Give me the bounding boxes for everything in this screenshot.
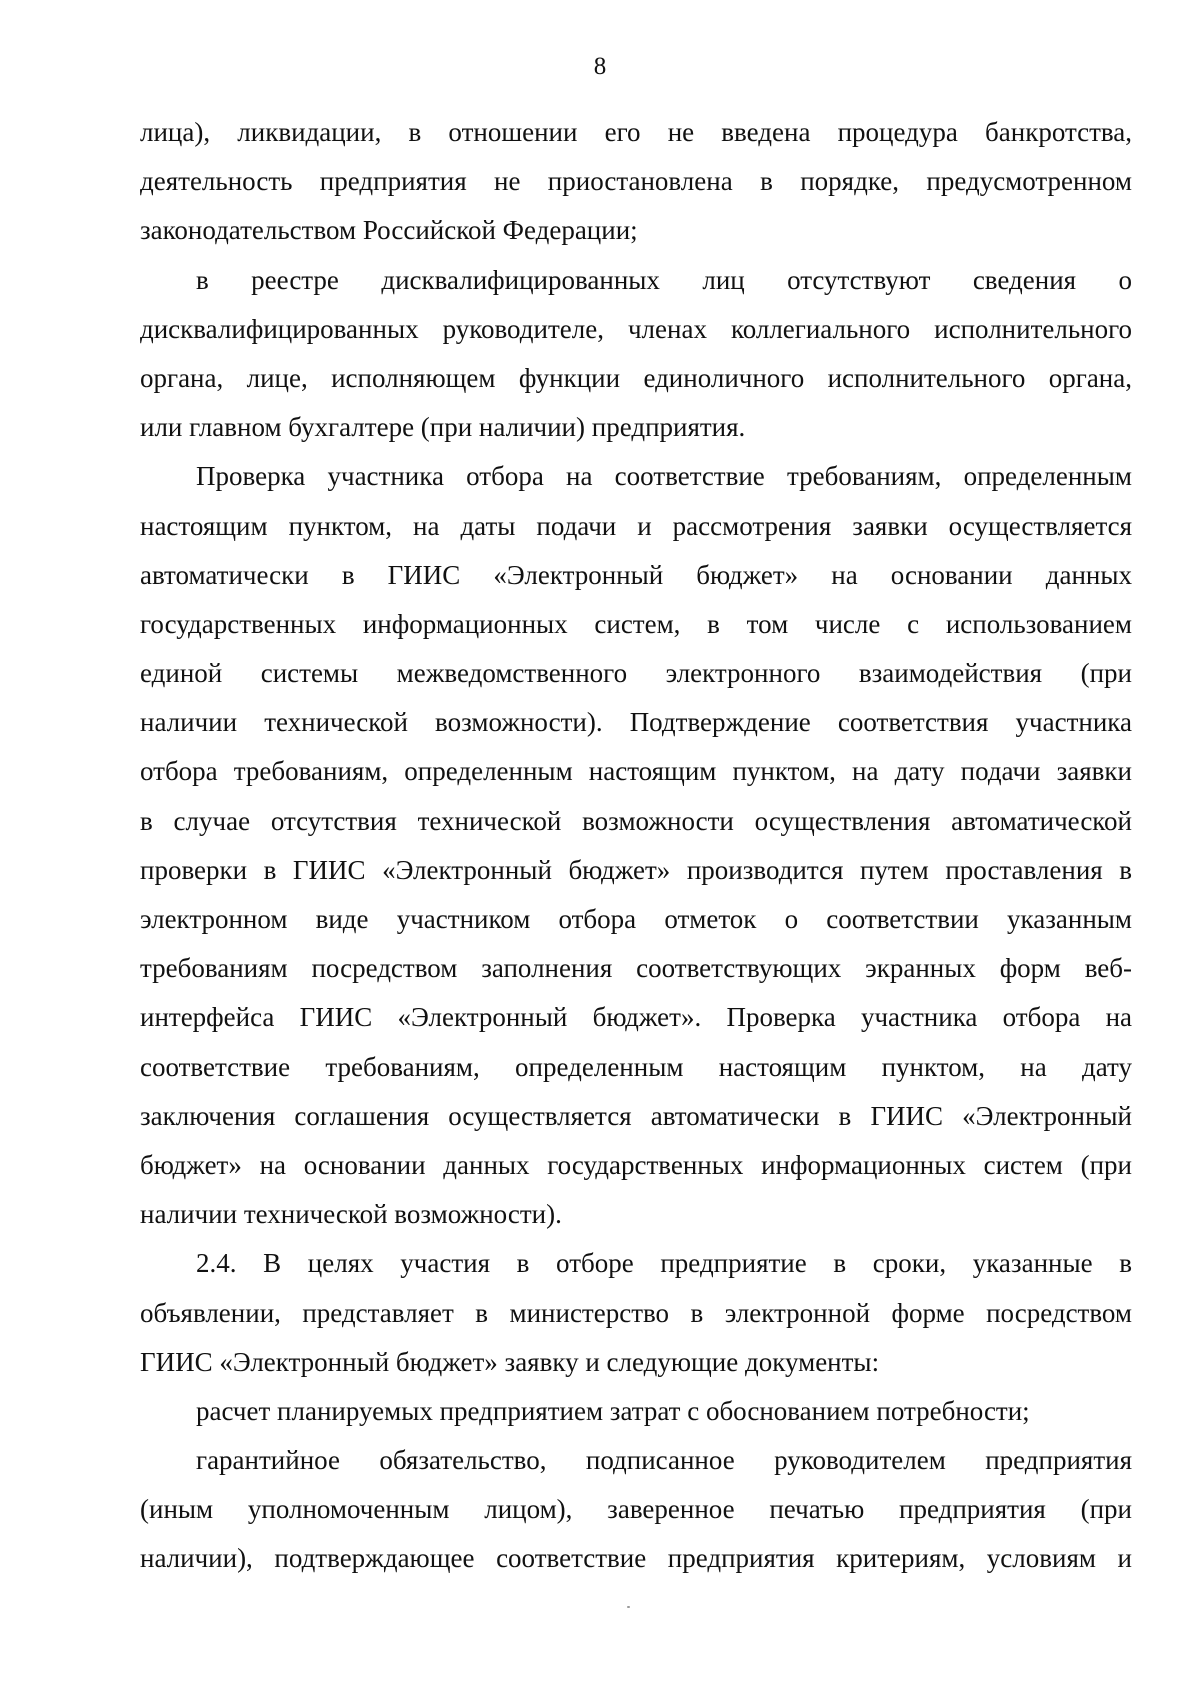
text-line: наличии технической возможности).	[140, 1199, 562, 1230]
text-line: или главном бухгалтере (при наличии) предприятия.	[140, 412, 746, 443]
scan-artifact	[627, 1606, 630, 1608]
text-line: настоящим пунктом, на даты подачи и рассмотрения заявки осуществляется	[140, 510, 1132, 541]
text-line: бюджет» на основании данных государственных информационных систем (при	[140, 1149, 1132, 1180]
text-line: проверки в ГИИС «Электронный бюджет» производится путем проставления в	[140, 854, 1132, 885]
text-line: единой системы межведомственного электронного взаимодействия (при	[140, 658, 1132, 689]
document-body	[140, 108, 1132, 1584]
text-line: гарантийное обязательство, подписанное руководителем предприятия	[196, 1445, 1132, 1476]
text-line: ГИИС «Электронный бюджет» заявку и следующие документы:	[140, 1346, 880, 1377]
text-line: дисквалифицированных руководителе, членах коллегиального исполнительного	[140, 313, 1132, 344]
text-line: в реестре дисквалифицированных лиц отсутствуют сведения о	[196, 264, 1132, 295]
page-number: 8	[593, 53, 607, 80]
text-line: расчет планируемых предприятием затрат с обоснованием потребности;	[196, 1395, 1030, 1426]
text-line: наличии технической возможности). Подтверждение соответствия участника	[140, 707, 1132, 738]
text-line: заключения соглашения осуществляется автоматически в ГИИС «Электронный	[140, 1100, 1132, 1131]
text-line: автоматически в ГИИС «Электронный бюджет» на основании данных	[140, 559, 1132, 590]
text-line: электронном виде участником отбора отметок о соответствии указанным	[140, 904, 1132, 934]
text-line: в случае отсутствия технической возможности осуществления автоматической	[140, 805, 1132, 836]
text-line: органа, лице, исполняющем функции единоличного исполнительного органа,	[140, 362, 1132, 393]
text-line: отбора требованиям, определенным настоящим пунктом, на дату подачи заявки	[140, 756, 1132, 787]
text-line: интерфейса ГИИС «Электронный бюджет». Проверка участника отбора на	[140, 1002, 1132, 1033]
text-line: законодательством Российской Федерации;	[140, 215, 638, 246]
text-line: объявлении, представляет в министерство в электронной форме посредством	[140, 1297, 1132, 1328]
text-line: (иным уполномоченным лицом), заверенное печатью предприятия (при	[140, 1494, 1132, 1525]
text-line: деятельность предприятия не приостановлена в порядке, предусмотренном	[140, 166, 1132, 197]
text-line: 2.4. В целях участия в отборе предприятие в сроки, указанные в	[196, 1248, 1132, 1279]
text-line: требованиям посредством заполнения соответствующих экранных форм веб-	[140, 953, 1132, 984]
text-line: государственных информационных систем, в том числе с использованием	[140, 608, 1132, 639]
text-line: лица), ликвидации, в отношении его не введена процедура банкротства,	[140, 117, 1132, 147]
text-line: соответствие требованиям, определенным настоящим пунктом, на дату	[140, 1051, 1132, 1082]
text-line: наличии), подтверждающее соответствие предприятия критериям, условиям и	[140, 1543, 1132, 1574]
text-line: Проверка участника отбора на соответствие требованиям, определенным	[196, 461, 1132, 492]
